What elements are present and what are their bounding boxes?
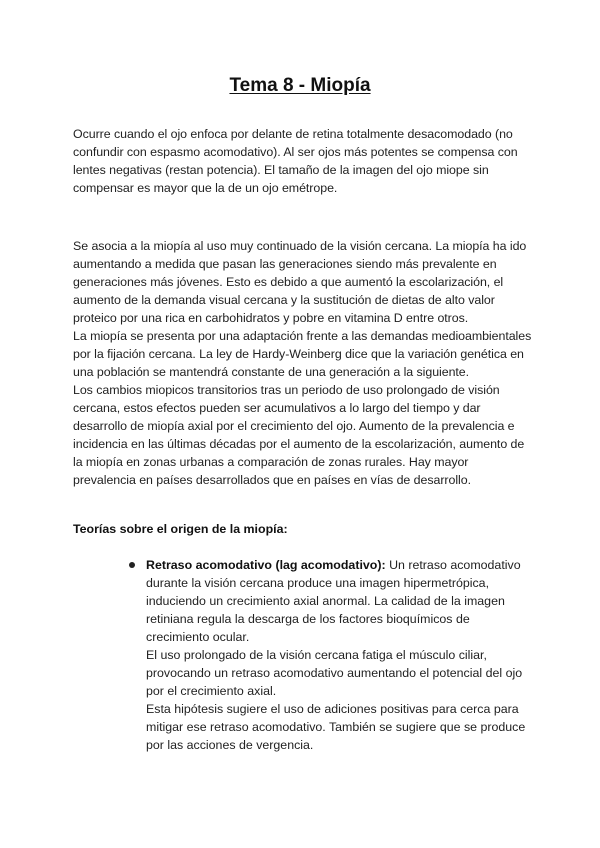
section-heading: Teorías sobre el origen de la miopía: <box>73 522 288 536</box>
paragraph-text: Se asocia a la miopía al uso muy continuado de la visión cercana. La miopía ha ido aumentando a medida que pasan las generaciones siendo más prevalente en generaciones más jóvenes. Esto es debido a que aumentó la escolarización, el aumento de la demanda visual cercana y la sustitución de dietas de alto valor proteico por una rica en carbohidratos y pobre en vitamina D entre otros. <box>73 239 527 325</box>
bullet-text: Esta hipótesis sugiere el uso de adiciones positivas para cerca para mitigar ese retraso acomodativo. También se sugiere que se produce por las acciones de vergencia. <box>146 702 526 752</box>
paragraph-text: Los cambios miopicos transitorios tras un periodo de uso prolongado de visión cercana, estos efectos pueden ser acumulativos a lo largo del tiempo y dar desarrollo de miopía axial por el crecimiento del ojo. Aumento de la prevalencia e incidencia en las últimas décadas por el aumento de la escolarización, aumento de la miopía en zonas urbanas a comparación de zonas rurales. Hay mayor prevalencia en países desarrollados que en países en vías de desarrollo. <box>73 383 525 487</box>
paragraph-text: La miopía se presenta por una adaptación frente a las demandas medioambientales por la fijación cercana. La ley de Hardy-Weinberg dice que la variación genética en una población se mantendrá constante de una generación a la siguiente. <box>73 329 532 379</box>
causes-paragraph <box>73 237 533 489</box>
list-item <box>146 556 530 754</box>
bullet-text: El uso prolongado de la visión cercana fatiga el músculo ciliar, provocando un retraso acomodativo aumentando el potencial del ojo por el crecimiento axial. <box>146 648 523 698</box>
page-title: Tema 8 - Miopía <box>229 75 371 96</box>
intro-paragraph <box>73 125 533 197</box>
paragraph-text: Ocurre cuando el ojo enfoca por delante de retina totalmente desacomodado (no confundir con espasmo acomodativo). Al ser ojos más potentes se compensa con lentes negativas (restan potencia). El tamaño de la imagen del ojo miope sin compensar es mayor que la de un ojo emétrope. <box>73 127 518 195</box>
bullet-term: Retraso acomodativo (lag acomodativo): <box>146 558 386 572</box>
bullet-text: Un retraso acomodativo durante la visión cercana produce una imagen hipermetrópica, induciendo un crecimiento axial anormal. La calidad de la imagen retiniana regula la descarga de los factores bioquímicos de crecimiento ocular. <box>146 558 521 644</box>
bullet-icon <box>129 562 135 568</box>
